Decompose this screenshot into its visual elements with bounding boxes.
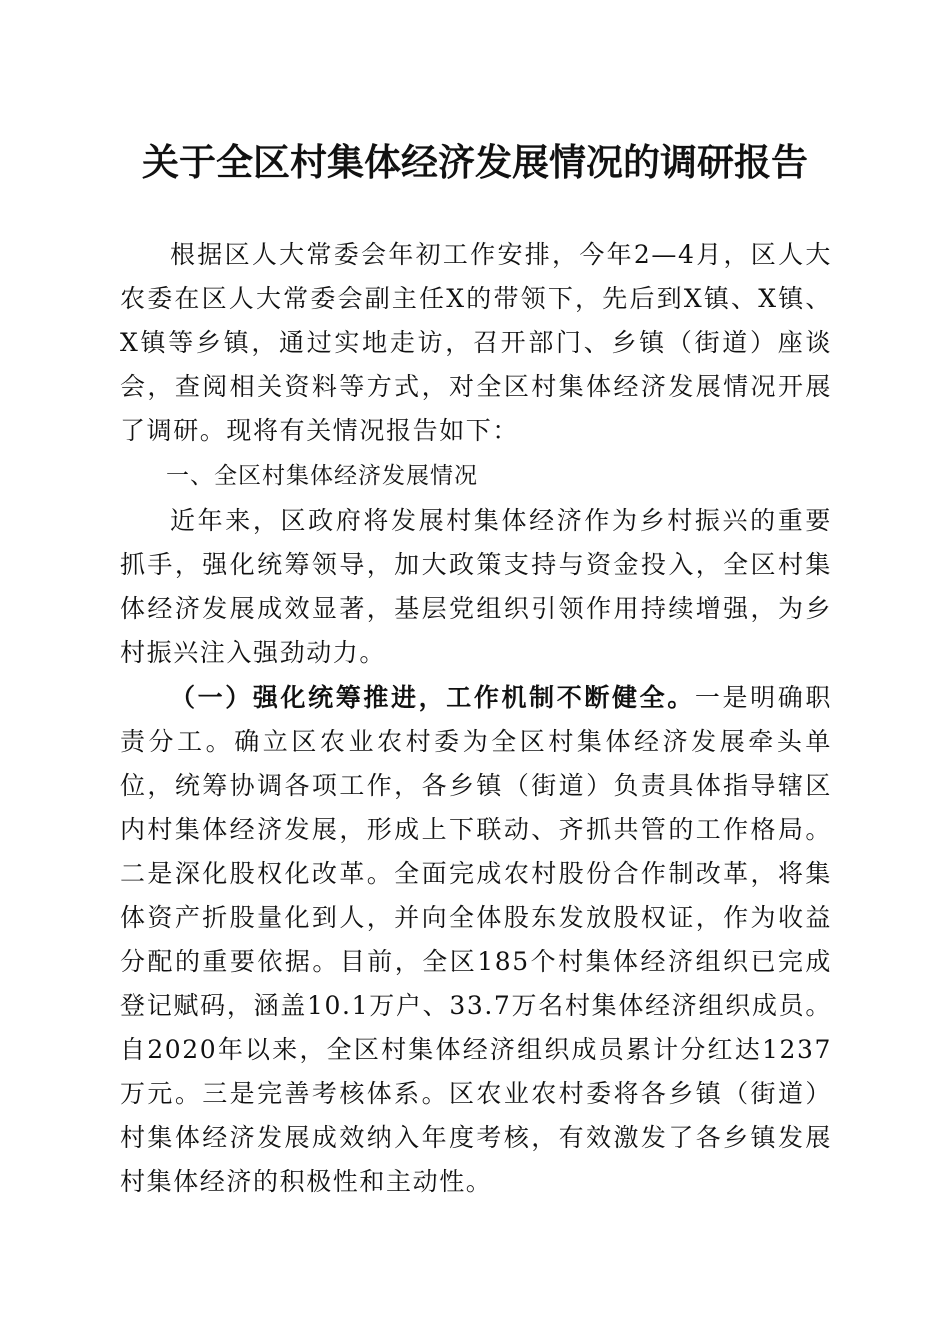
document-body [120,233,832,1205]
section-1-paragraph: 近年来，区政府将发展村集体经济作为乡村振兴的重要抓手，强化统筹领导，加大政策支持与资金投入，全区村集体经济发展成效显著，基层党组织引领作用持续增强，为乡村振兴注入强劲动力。 [120,506,832,667]
section-heading-1: 一、全区村集体经济发展情况 [166,463,478,489]
subsection-1-lead: （一）强化统筹推进，工作机制不断健全。 [170,683,695,712]
subsection-1-body: 一是明确职责分工。确立区农业农村委为全区村集体经济发展牵头单位，统筹协调各项工作，各乡镇（街道）负责具体指导辖区内村集体经济发展，形成上下联动、齐抓共管的工作格局。二是深化股权化改革。全面完成农村股份合作制改革，将集体资产折股量化到人，并向全体股东发放股权证，作为收益分配的重要依据。目前，全区185个村集体经济组织已完成登记赋码，涵盖10.1万户、33.7万名村集体经济组织成员。自2020年以来，全区村集体经济组织成员累计分红达1237万元。三是完善考核体系。区农业农村委将各乡镇（街道）村集体经济发展成效纳入年度考核，有效激发了各乡镇发展村集体经济的积极性和主动性。 [120,683,832,1196]
subsection-1-paragraph [120,676,832,1204]
intro-paragraph: 根据区人大常委会年初工作安排，今年2—4月，区人大农委在区人大常委会副主任X的带领下，先后到X镇、X镇、X镇等乡镇，通过实地走访，召开部门、乡镇（街道）座谈会，查阅相关资料等方式，对全区村集体经济发展情况开展了调研。现将有关情况报告如下： [120,240,832,445]
document-title: 关于全区村集体经济发展情况的调研报告 [142,140,808,184]
